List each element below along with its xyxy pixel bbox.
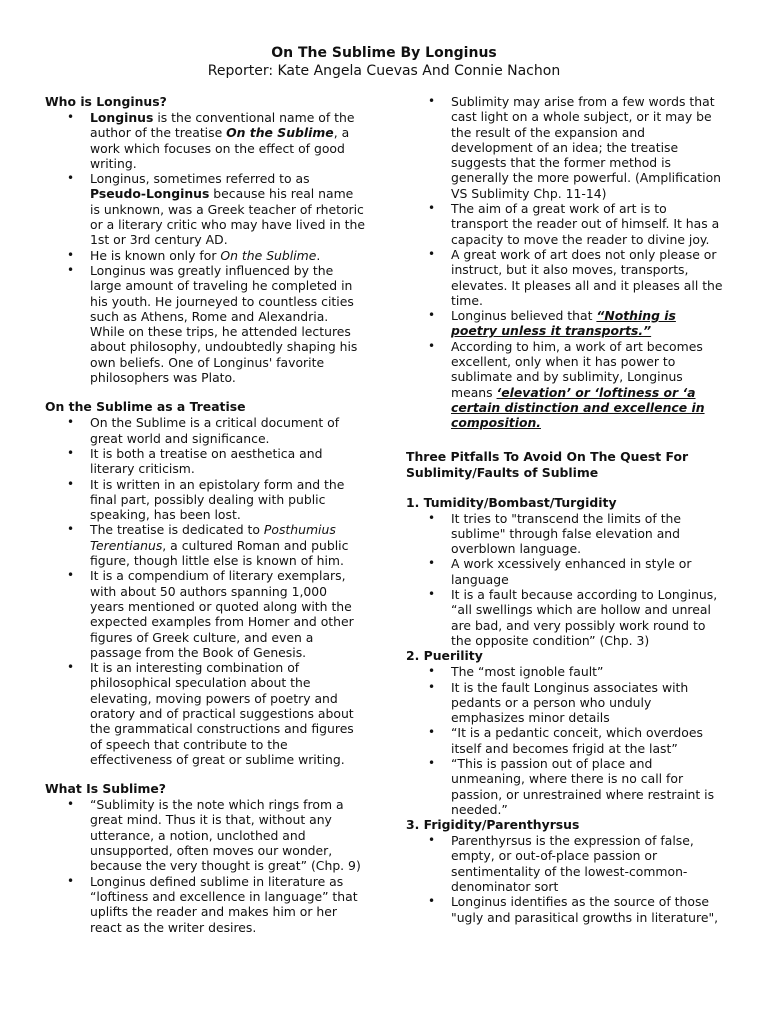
bold-term: Longinus bbox=[90, 110, 154, 125]
document-header bbox=[0, 44, 768, 80]
text-run: The treatise is dedicated to bbox=[90, 522, 264, 538]
pitfall-1-list bbox=[406, 511, 726, 649]
section-heading-who: Who is Longinus? bbox=[45, 94, 167, 109]
bold-term: Pseudo-Longinus bbox=[90, 186, 210, 202]
list-item: • Longinus identifies as the source of those "ugly and parasitical growths in literature", bbox=[406, 894, 726, 925]
text-run: Longinus, sometimes referred to as bbox=[90, 171, 310, 187]
list-item: • Sublimity may arise from a few words that cast light on a whole subject, or it may be the result of the expansion and development of an idea; the treatise suggests that the former method is generally the more powerful. (Amplification VS Sublimity Chp. 11-14) bbox=[406, 94, 726, 201]
list-item bbox=[45, 171, 365, 247]
treatise-list bbox=[45, 415, 365, 767]
text-run: , a cultured Roman and public figure, though little else is known of him. bbox=[90, 537, 349, 569]
text-run: , a work which focuses on the effect of good writing. bbox=[90, 125, 350, 171]
text-run: is the conventional name of the author of the treatise bbox=[90, 110, 355, 141]
pitfall-3-list bbox=[406, 833, 726, 925]
text-run: He is known only for bbox=[90, 247, 221, 263]
list-item: • It is both a treatise on aesthetica and literary criticism. bbox=[45, 446, 365, 477]
list-item: • The aim of a great work of art is to transport the reader out of himself. It has a capacity to move the reader to divine joy. bbox=[406, 201, 726, 247]
list-item bbox=[45, 248, 365, 263]
right-column bbox=[406, 94, 726, 925]
list-item: • “It is a pedantic conceit, which overdoes itself and becomes frigid at the last” bbox=[406, 725, 726, 756]
text-run: According to him, a work of art becomes excellent, only when it has power to sublimate and by sublimity, Longinus means bbox=[451, 338, 703, 400]
list-item: • “This is passion out of place and unmeaning, where there is no call for passion, or unrestrained where restraint is needed.” bbox=[406, 756, 726, 817]
emphasized-quote: “Nothing is poetry unless it transports.” bbox=[451, 308, 676, 339]
text-run: Longinus believed that bbox=[451, 308, 597, 324]
left-column bbox=[45, 94, 365, 935]
document-subtitle: Reporter: Kate Angela Cuevas And Connie Nachon bbox=[207, 63, 561, 79]
list-item: • It is the fault Longinus associates with pedants or a person who unduly emphasizes minor details bbox=[406, 680, 726, 726]
book-title: On the Sublime bbox=[226, 125, 334, 141]
list-item bbox=[406, 308, 726, 339]
section-heading-treatise: On the Sublime as a Treatise bbox=[45, 399, 246, 415]
pitfall-2-list bbox=[406, 664, 726, 817]
text-run: because his real name is unknown, was a Greek teacher of rhetoric or a literary critic who may have lived in the 1st or 3rd century AD. bbox=[90, 186, 365, 248]
list-item: • The “most ignoble fault” bbox=[406, 664, 726, 679]
text-run: . bbox=[316, 247, 321, 263]
list-item: • It tries to "transcend the limits of the sublime" through false elevation and overblown language. bbox=[406, 511, 726, 557]
book-title: On the Sublime bbox=[220, 247, 317, 263]
list-item: • A work xcessively enhanced in style or language bbox=[406, 556, 726, 587]
list-item: • A great work of art does not only please or instruct, but it also moves, transports, elevates. It pleases all and it pleases all the time. bbox=[406, 247, 726, 308]
list-item: • Parenthyrsus is the expression of false, empty, or out-of-place passion or sentimentality of the lowest-common-denominator sort bbox=[406, 833, 726, 894]
list-item: • On the Sublime is a critical document of great world and significance. bbox=[45, 415, 365, 446]
list-item: • It is an interesting combination of philosophical speculation about the elevating, moving powers of poetry and oratory and of practical suggestions about the grammatical constructions and figures of speech that contribute to the effectiveness of great or sublime writing. bbox=[45, 660, 365, 767]
list-item: • It is a compendium of literary exemplars, with about 50 authors spanning 1,000 years mentioned or quoted along with the expected examples from Homer and other figures of Greek culture, and even a passage from the Book of Genesis. bbox=[45, 568, 365, 660]
section-heading-what: What Is Sublime? bbox=[45, 781, 166, 797]
pitfall-title-2: 2. Puerility bbox=[406, 648, 483, 664]
section-heading-pitfalls: Three Pitfalls To Avoid On The Quest For Sublimity/Faults of Sublime bbox=[406, 448, 689, 480]
list-item bbox=[45, 522, 365, 568]
list-item: • “Sublimity is the note which rings from a great mind. Thus it is that, without any utterance, a notion, unclothed and unsupported, often moves our wonder, because the very thought is great” (Chp. 9) bbox=[45, 797, 365, 873]
what-list bbox=[45, 797, 365, 935]
who-list bbox=[45, 110, 365, 385]
list-item: • It is written in an epistolary form and the final part, possibly dealing with public speaking, has been lost. bbox=[45, 477, 365, 523]
list-item bbox=[45, 110, 365, 171]
document-title: On The Sublime By Longinus bbox=[271, 45, 497, 61]
emphasized-quote: ‘elevation’ or ‘loftiness or ‘a certain distinction and excellence in composition. bbox=[451, 384, 705, 431]
list-item: • Longinus defined sublime in literature as “loftiness and excellence in language” that uplifts the reader and makes him or her react as the writer desires. bbox=[45, 874, 365, 935]
sublimity-list bbox=[406, 94, 726, 431]
italic-name: Posthumius Terentianus bbox=[90, 522, 336, 553]
pitfall-title-3: 3. Frigidity/Parenthyrsus bbox=[406, 817, 580, 833]
pitfall-title-1: 1. Tumidity/Bombast/Turgidity bbox=[406, 494, 617, 510]
list-item: • Longinus was greatly influenced by the large amount of traveling he completed in his youth. He journeyed to countless cities such as Athens, Rome and Alexandria. While on these trips, he attended lectures about philosophy, undoubtedly shaping his own beliefs. One of Longinus' favorite philosophers was Plato. bbox=[45, 263, 365, 385]
list-item: • It is a fault because according to Longinus, “all swellings which are hollow and unreal are bad, and very possibly work round to the opposite condition” (Chp. 3) bbox=[406, 587, 726, 648]
list-item bbox=[406, 339, 726, 431]
